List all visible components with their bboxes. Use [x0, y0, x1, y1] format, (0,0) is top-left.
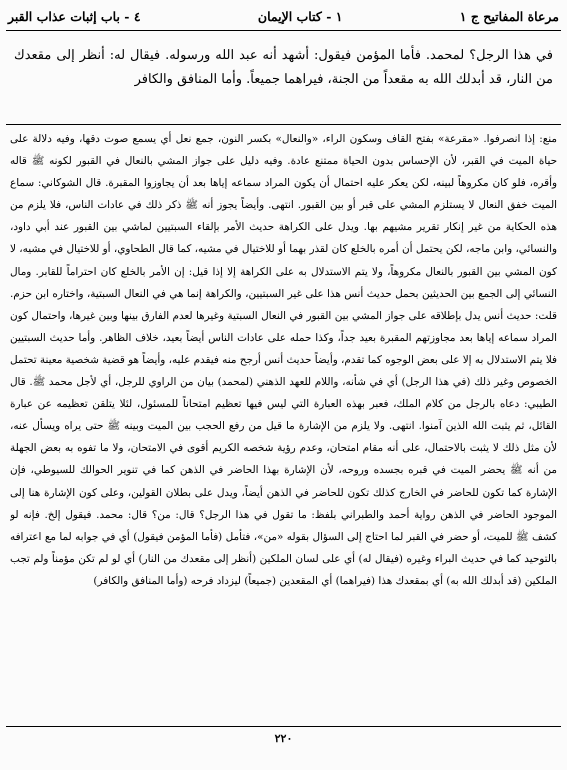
commentary — [10, 128, 557, 724]
hadith-text — [14, 44, 553, 91]
page-number: ٢٢٠ — [274, 732, 293, 745]
running-header — [8, 4, 559, 28]
text-commentary-divider — [6, 124, 561, 125]
hadith-paragraph: في هذا الرجل؟ لمحمد. فأما المؤمن فيقول: أشهد أنه عبد الله ورسوله. فيقال له: أنظر إلى مقعدك من النار، قد أبدلك الله به مقعداً من الجنة، فيراهما جميعاً. وأما المنافق والكافر — [14, 48, 553, 87]
footer-divider — [6, 726, 561, 727]
commentary-paragraph: منع: إذا انصرفوا. «مقرعة» بفتح القاف وسكون الراء، «والنعال» بكسر النون، جمع نعل أي يسمع صوت دقها، وفيه دلالة على حياة الميت في القبر، لأن الإحساس بدون الحياة ممتنع عادة. وفيه دليل على جواز المشي بالنعال في القبور لكونه ﷺ قاله وأقره، فلو كان مكروهاً لبينه، لكن يعكر عليه احتمال أن يكون المراد سماعه إياها بعد أن يجاوزوا المقبرة. قال الشوكاني: سماع الميت خفق النعال لا يستلزم المشي على قبر أو بين القبور. انتهى. وأيضاً يجوز أنه ﷺ ذكر ذلك في عادات الناس، فلا يلزم من هذه الحكاية من غير إنكار تقرير مشيهم بها. ويدل على الكراهة حديث الأمر بإلقاء السبتيين لماشي بين القبور عند أبي داود، والنسائي، وابن ماجه، لكن يحتمل أن أمره بالخلع كان لقذر بهما أو للاختيال في مشيه، كما قال الطحاوي، أو للاختيال في مشيه، لا كون المشي بين القبور بالنعال مكروهاً، ولا يتم الاستدلال به على الكراهة إلا إذا قيل: إن الأمر بالخلع كان احتراماً للقابر. ومال النسائي إلى الجمع بين الحديثين بحمل حديث أنس هذا على غير السبتيين، والكراهة إنما هي في النعال السبتية، واختاره ابن حزم. قلت: حديث أنس يدل بإطلاقه على جواز المشي بين القبور في النعال السبتية وغيرها لعدم الفارق بينها وبين غيرها، واحتمال كون المراد سماعه إياها بعد مجاوزتهم المقبرة بعيد جداً، وكذا حمله على عادات الناس أيضاً بعيد، خلاف الظاهر. وأما حديث السبتيين فلا يتم الاستدلال به إلا على بعض الوجوه كما تقدم، وأيضاً حديث أنس أرجح منه فيقدم عليه، وأيضاً هو قضية شخصية معينة تحتمل الخصوص وغير ذلك (في هذا الرجل) أي في شأنه، واللام للعهد الذهني (لمحمد) بيان من الراوي للرجل، أي لأجل محمد ﷺ. قال الطيبي: دعاه بالرجل من كلام الملك، فعبر بهذه العبارة التي ليس فيها تعظيم امتحاناً للمسئول، لئلا يتلقن تعظيمه عن عبارة القائل، ثم يثبت الله الذين آمنوا. انتهى. ولا يلزم من الإشارة ما قيل من رفع الحجب بين الميت وبينه ﷺ حتى يراه ويسأل عنه، لأن مثل ذلك لا يثبت بالاحتمال، على أنه مقام امتحان، وعدم رؤية شخصه الكريم أقوى في الامتحان، ولا ما تفوه به بعض الجهلة من أنه ﷺ يحضر الميت في قبره بجسده وروحه، لأن الإشارة بهذا الحاضر في الذهن كما في تنوير الحوالك للسيوطي، فإن الإشارة كما تكون للحاضر في الخارج كذلك تكون للحاضر في الذهن أيضاً، ويدل على بطلان القولين، وعلى كون الإشارة هنا إلى الموجود الحاضر في الذهن رواية أحمد والطبراني بلفظ: ما تقول في هذا الرجل؟ قال: من؟ قال: محمد. فيقول إلخ. فإنه لو كشف ﷺ للميت، أو حضر في القبر لما احتاج إلى السؤال بقوله «من»، فتأمل (فأما المؤمن فيقول) أي في جوابه لما مع اعترافه بالتوحيد كما في حديث البراء وغيره (فيقال له) أي على لسان الملكين (أنظر إلى مقعدك من النار) أي لو لم تكن مؤمناً ولم تجب الملكين (قد أبدلك الله به) أي بمقعدك هذا (فيراهما) أي المقعدين (جميعاً) ليزداد فرحه (وأما المنافق والكافر) — [10, 133, 557, 587]
header-book-title: مرعاة المفاتيح ج ١ — [459, 8, 559, 24]
header-section: ٤ - باب إثبات عذاب القبر — [8, 8, 141, 24]
header-chapter: ١ - كتاب الإيمان — [257, 8, 343, 24]
header-divider — [6, 30, 561, 31]
